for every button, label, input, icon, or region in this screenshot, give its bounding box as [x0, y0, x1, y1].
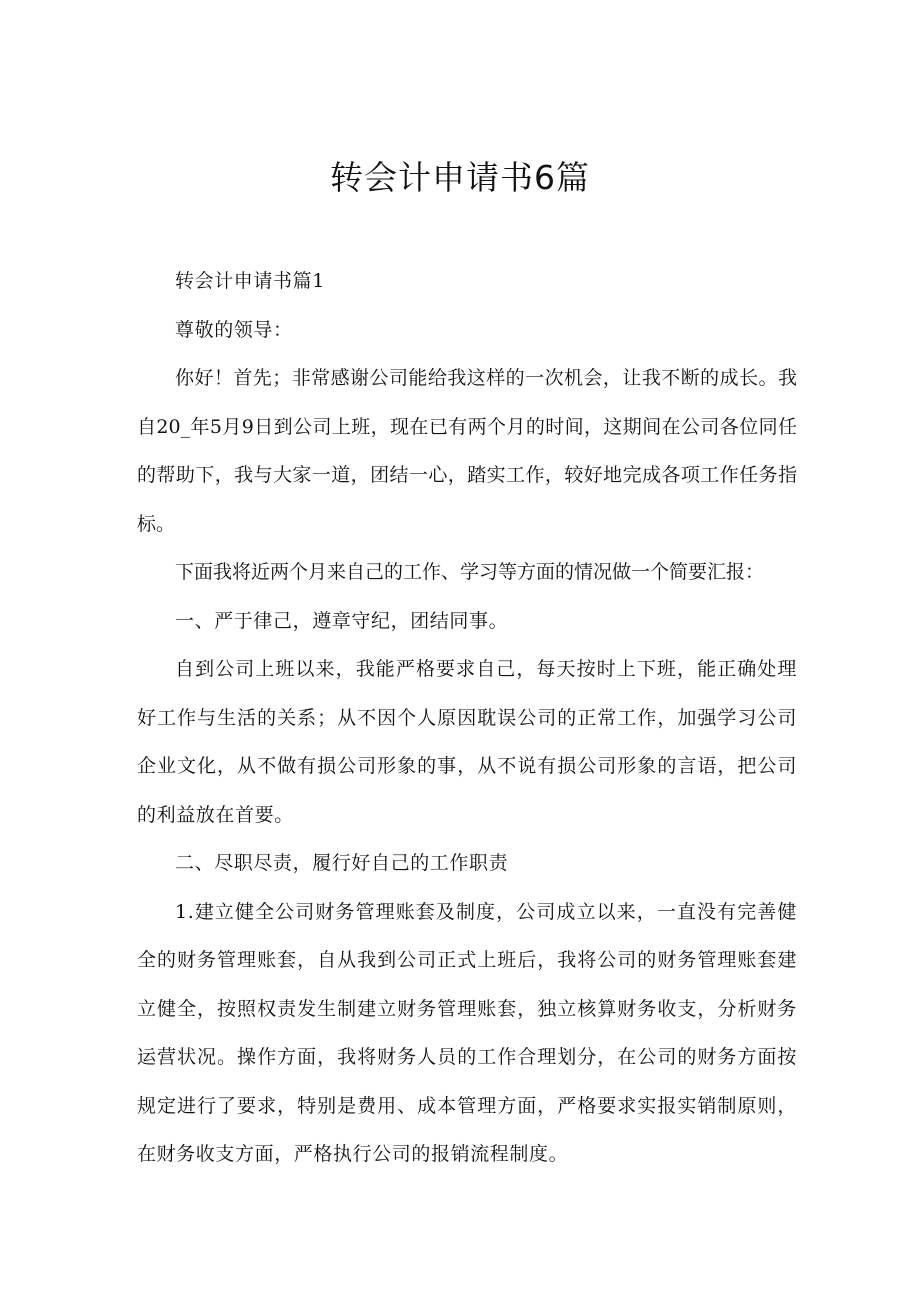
body-paragraph: 1.建立健全公司财务管理账套及制度，公司成立以来，一直没有完善健全的财务管理账套，自从我到公司正式上班后，我将公司的财务管理账套建立健全，按照权责发生制建立财务管理账套，独立核算财务收支，分析财务运营状况。操作方面，我将财务人员的工作合理划分，在公司的财务方面按规定进行了要求，特别是费用、成本管理方面，严格要求实报实销制原则，在财务收支方面，严格执行公司的报销流程制度。	[137, 900, 797, 1165]
body-paragraph: 自到公司上班以来，我能严格要求自己，每天按时上下班，能正确处理好工作与生活的关系；从不因个人原因耽误公司的正常工作，加强学习公司企业文化，从不做有损公司形象的事，从不说有损公司形象的言语，把公司的利益放在首要。	[137, 658, 797, 826]
body-paragraph: 下面我将近两个月来自己的工作、学习等方面的情况做一个简要汇报：	[175, 561, 765, 583]
subheading: 一、严于律己，遵章守纪，团结同事。	[175, 609, 509, 632]
subheading: 二、尽职尽责，履行好自己的工作职责	[175, 852, 509, 874]
salutation: 尊敬的领导：	[175, 318, 293, 341]
document-body	[137, 257, 797, 1179]
body-paragraph: 你好！首先；非常感谢公司能给我这样的一次机会，让我不断的成长。我自20_年5月9日到公司上班，现在已有两个月的时间，这期间在公司各位同任的帮助下，我与大家一道，团结一心，踏实工作，较好地完成各项工作任务指标。	[137, 367, 797, 535]
section-heading: 转会计申请书篇1	[175, 270, 325, 292]
document-title: 转会计申请书6篇	[330, 158, 590, 197]
